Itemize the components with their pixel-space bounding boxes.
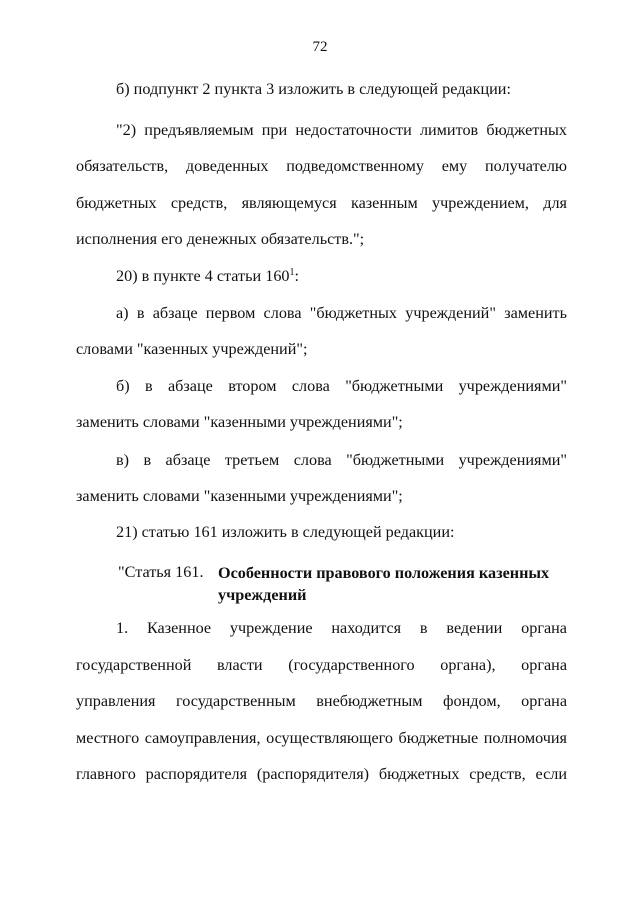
article-label: "Статья 161. [118, 563, 204, 581]
paragraph-line: заменить словами "казенными учреждениями"; [76, 413, 403, 431]
paragraph-line: главного распорядителя (распорядителя) бюджетных средств, если [76, 765, 567, 783]
paragraph-line: словами "казенных учреждений"; [76, 340, 308, 358]
paragraph-line: в) в абзаце третьем слова "бюджетными учреждениями" [116, 451, 567, 469]
paragraph-line: 21) статью 161 изложить в следующей редакции: [116, 523, 455, 541]
paragraph-line: заменить словами "казенными учреждениями"; [76, 487, 403, 505]
paragraph-line: бюджетных средств, являющемуся казенным учреждением, для [76, 194, 567, 212]
paragraph-line: обязательств, доведенных подведомственному ему получателю [76, 157, 567, 175]
paragraph-line [116, 266, 567, 286]
paragraph-line: управления государственным внебюджетным фондом, органа [76, 692, 567, 710]
paragraph-line: б) подпункт 2 пункта 3 изложить в следующей редакции: [116, 80, 511, 98]
paragraph-line: государственной власти (государственного органа), органа [76, 656, 567, 674]
paragraph-line: а) в абзаце первом слова "бюджетных учреждений" заменить [116, 304, 567, 322]
paragraph-text: : [294, 267, 300, 285]
superscript: 1 [289, 267, 295, 278]
paragraph-text: 20) в пункте 4 статьи 160 [116, 267, 290, 285]
paragraph-line: "2) предъявляемым при недостаточности лимитов бюджетных [116, 121, 567, 139]
paragraph-line: б) в абзаце втором слова "бюджетными учреждениями" [116, 377, 567, 395]
page-number: 72 [312, 39, 328, 55]
paragraph-line: 1. Казенное учреждение находится в ведении органа [116, 619, 567, 637]
article-title: Особенности правового положения казенных учреждений [218, 564, 550, 604]
paragraph-line: исполнения его денежных обязательств."; [76, 230, 365, 248]
paragraph-line: местного самоуправления, осуществляющего бюджетные полномочия [76, 729, 567, 747]
